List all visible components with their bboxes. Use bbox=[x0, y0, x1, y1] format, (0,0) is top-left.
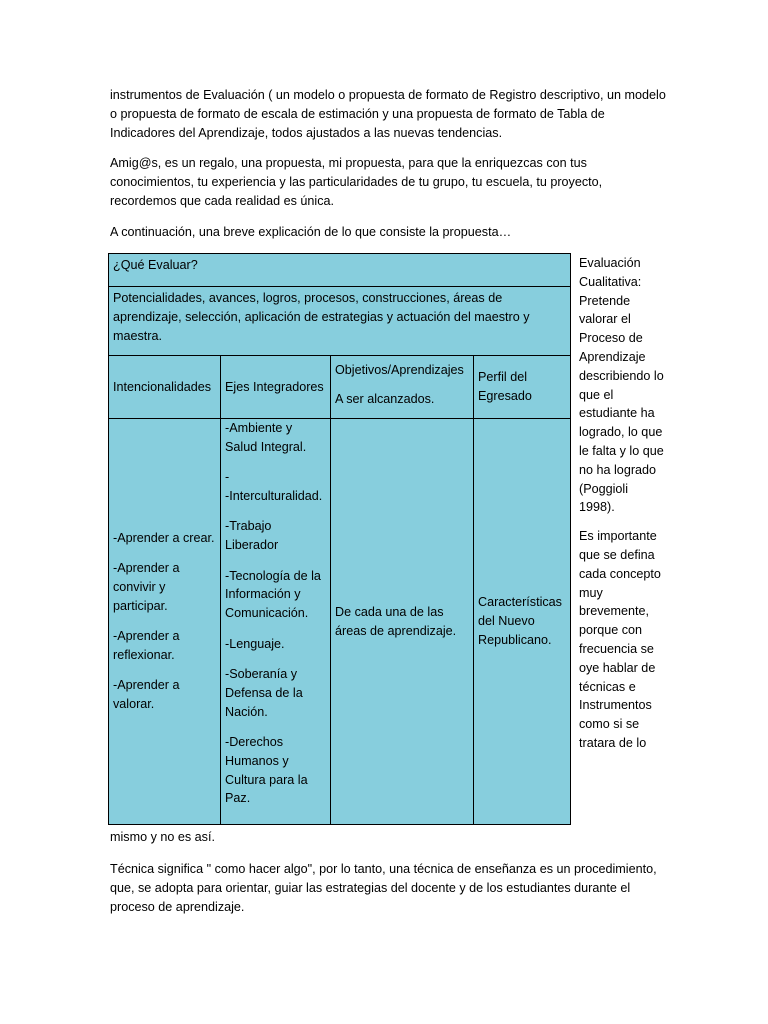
intro-paragraph-1: instrumentos de Evaluación ( un modelo o propuesta de formato de Registro descriptivo, un modelo o propuesta de formato de escala de estimación y una propuesta de formato de Tabla de Indicadores del Aprendizaje, todos ajustados a las nuevas tendencias. bbox=[110, 88, 666, 140]
intencionalidad-item: -Aprender a reflexionar. bbox=[113, 629, 180, 663]
eje-item: -Soberanía y Defensa de la Nación. bbox=[225, 666, 303, 719]
objetivos-cell bbox=[331, 419, 474, 825]
intencionalidad-item: -Aprender a crear. bbox=[113, 530, 215, 545]
side-note bbox=[579, 254, 665, 753]
eje-item: -Ambiente y Salud Integral. bbox=[225, 421, 307, 454]
eje-item-text: -Interculturalidad. bbox=[225, 488, 323, 503]
eje-item: -Derechos Humanos y Cultura para la Paz. bbox=[225, 734, 308, 806]
eje-item: -Tecnología de la Información y Comunicación. bbox=[225, 568, 321, 621]
header-ejes-label: Ejes Integradores bbox=[225, 379, 324, 394]
header-perfil bbox=[474, 356, 571, 419]
intro-paragraph-3: A continuación, una breve explicación de lo que consiste la propuesta… bbox=[110, 225, 512, 239]
header-objetivos bbox=[331, 356, 474, 419]
perfil-text: Características del Nuevo Republicano. bbox=[478, 595, 562, 647]
ejes-cell bbox=[221, 419, 331, 825]
eje-item: -Trabajo Liberador bbox=[225, 519, 279, 553]
intencionalidades-cell bbox=[109, 419, 221, 825]
intencionalidad-item: -Aprender a convivir y participar. bbox=[113, 561, 180, 613]
eje-item: -Lenguaje. bbox=[225, 636, 285, 651]
intencionalidad-item: -Aprender a valorar. bbox=[113, 678, 180, 712]
header-intencionalidades bbox=[109, 356, 221, 419]
table-subtitle: Potencialidades, avances, logros, procesos, construcciones, áreas de aprendizaje, selección, aplicación de estrategias y actuación del maestro y maestra. bbox=[113, 291, 530, 343]
evaluation-table bbox=[108, 253, 571, 825]
continuation-text: mismo y no es así. bbox=[110, 830, 215, 844]
header-perfil-label: Perfil del Egresado bbox=[478, 370, 532, 403]
header-objetivos-sublabel: A ser alcanzados. bbox=[335, 392, 435, 406]
intro-paragraph-2: Amig@s, es un regalo, una propuesta, mi propuesta, para que la enriquezcas con tus conocimientos, tu experiencia y las particularidades de tu grupo, tu escuela, tu proyecto, recordemos que cada realidad es única. bbox=[110, 156, 603, 208]
header-objetivos-label: Objetivos/Aprendizajes bbox=[335, 363, 464, 378]
perfil-cell bbox=[474, 419, 571, 825]
eje-item: - -Interculturalidad. bbox=[225, 470, 323, 503]
header-ejes bbox=[221, 356, 331, 419]
tecnica-paragraph: Técnica significa " como hacer algo", por lo tanto, una técnica de enseñanza es un procedimiento, que, se adopta para orientar, guiar las estrategias del docente y de los estudiantes durante el proceso de aprendizaje. bbox=[110, 862, 657, 914]
table-title: ¿Qué Evaluar? bbox=[113, 258, 198, 272]
table-title-cell bbox=[109, 254, 571, 287]
table-subtitle-cell bbox=[109, 287, 571, 356]
side-note-paragraph-1: Evaluación Cualitativa: Pretende valorar el Proceso de Aprendizaje describiendo lo que el estudiante ha logrado, lo que le falta y lo que no ha logrado (Poggioli 1998). bbox=[579, 256, 664, 515]
side-note-paragraph-2: Es importante que se defina cada concepto muy brevemente, porque con frecuencia se oye hablar de técnicas e Instrumentos como si se tratara de lo bbox=[579, 529, 661, 750]
objetivos-text: De cada una de las áreas de aprendizaje. bbox=[335, 604, 457, 638]
header-intencionalidades-label: Intencionalidades bbox=[113, 379, 212, 394]
